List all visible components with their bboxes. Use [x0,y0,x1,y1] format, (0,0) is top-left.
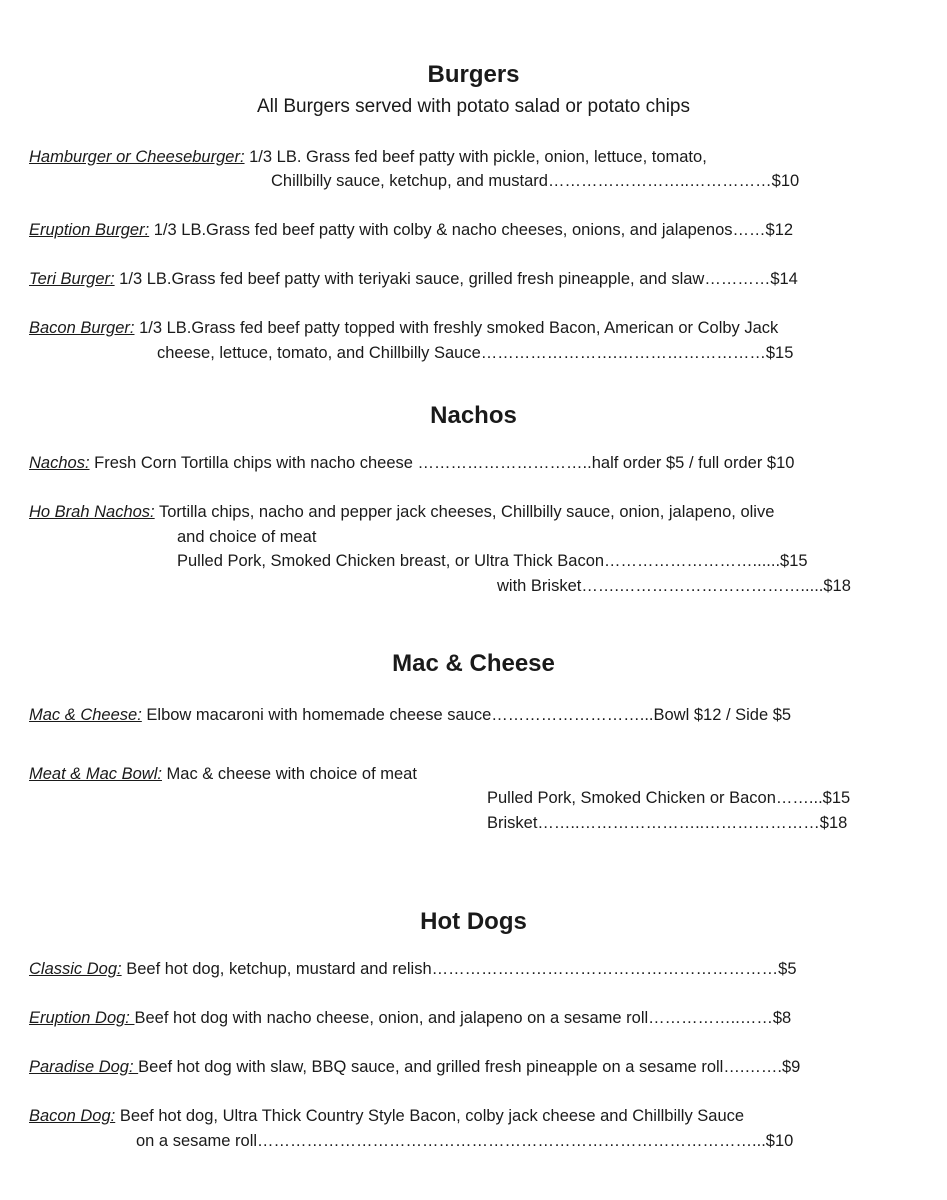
item-description: Elbow macaroni with homemade cheese sauce………………………...Bowl $12 / Side $5 [141,706,792,724]
menu-item-classic-dog [29,959,797,979]
menu-item-meat-mac-line2: Pulled Pork, Smoked Chicken or Bacon……...$15 [487,789,851,807]
section-heading-burgers: Burgers [427,61,520,88]
item-description: Fresh Corn Tortilla chips with nacho cheese …………………………..half order $5 / full order $10 [89,454,795,472]
item-description: Beef hot dog, Ultra Thick Country Style Bacon, colby jack cheese and Chillbilly Sauce [115,1107,745,1125]
item-name: Eruption Burger: [29,221,150,239]
item-description: Beef hot dog with nacho cheese, onion, and jalapeno on a sesame roll……………..……$8 [134,1009,792,1027]
item-name: Bacon Burger: [29,319,135,337]
item-name: Nachos: [29,454,90,472]
menu-item-mac-cheese [29,705,791,725]
item-description: 1/3 LB.Grass fed beef patty with teriyaki sauce, grilled fresh pineapple, and slaw…………$14 [114,270,798,288]
burgers-subtitle: All Burgers served with potato salad or potato chips [256,96,690,117]
menu-item-nachos [29,453,794,473]
menu-item-meat-mac-line3: Brisket……..…………………..…………………$18 [487,814,848,832]
item-description: Mac & cheese with choice of meat [161,765,417,783]
item-description: 1/3 LB.Grass fed beef patty topped with freshly smoked Bacon, American or Colby Jack [134,319,779,337]
menu-item-ho-brah-line4: with Brisket…….…………………………….....$18 [497,577,851,595]
item-description: 1/3 LB.Grass fed beef patty with colby & nacho cheeses, onions, and jalapenos……$12 [149,221,794,239]
item-name: Meat & Mac Bowl: [29,765,162,783]
item-name: Mac & Cheese: [29,706,142,724]
item-description: Beef hot dog with slaw, BBQ sauce, and grilled fresh pineapple on a sesame roll….…….$9 [138,1058,801,1076]
menu-item-hamburger [29,147,707,167]
menu-item-ho-brah-line3: Pulled Pork, Smoked Chicken breast, or Ultra Thick Bacon………………………......$15 [177,552,808,570]
menu-item-bacon-burger [29,318,778,338]
menu-item-meat-mac-bowl [29,764,417,784]
item-name: Eruption Dog: [29,1009,135,1027]
item-name: Ho Brah Nachos: [29,503,155,521]
menu-item-hamburger-line2: Chillbilly sauce, ketchup, and mustard……………………..……………$10 [271,172,800,190]
item-description: Beef hot dog, ketchup, mustard and relish………………………………………………………$5 [121,960,797,978]
item-name: Teri Burger: [29,270,115,288]
item-name: Paradise Dog: [29,1058,139,1076]
menu-item-bacon-dog [29,1106,744,1126]
item-name: Hamburger or Cheeseburger: [29,148,245,166]
menu-item-teri-burger [29,269,798,289]
section-heading-hot-dogs: Hot Dogs [420,908,527,935]
item-name: Classic Dog: [29,960,122,978]
menu-item-eruption-dog [29,1008,791,1028]
menu-item-paradise-dog [29,1057,800,1077]
menu-item-bacon-dog-line2: on a sesame roll………………………………………………………………………………...$10 [136,1132,794,1150]
item-description: Tortilla chips, nacho and pepper jack cheeses, Chillbilly sauce, onion, jalapeno, olive [154,503,775,521]
menu-item-eruption-burger [29,220,793,240]
section-heading-mac-cheese: Mac & Cheese [392,650,555,677]
menu-item-ho-brah-line2: and choice of meat [177,528,317,546]
item-description: 1/3 LB. Grass fed beef patty with pickle, onion, lettuce, tomato, [244,148,707,166]
item-name: Bacon Dog: [29,1107,116,1125]
section-heading-nachos: Nachos [430,402,517,429]
menu-item-bacon-burger-line2: cheese, lettuce, tomato, and Chillbilly Sauce…………………….………………………$15 [157,344,794,362]
menu-item-ho-brah-nachos [29,502,774,522]
